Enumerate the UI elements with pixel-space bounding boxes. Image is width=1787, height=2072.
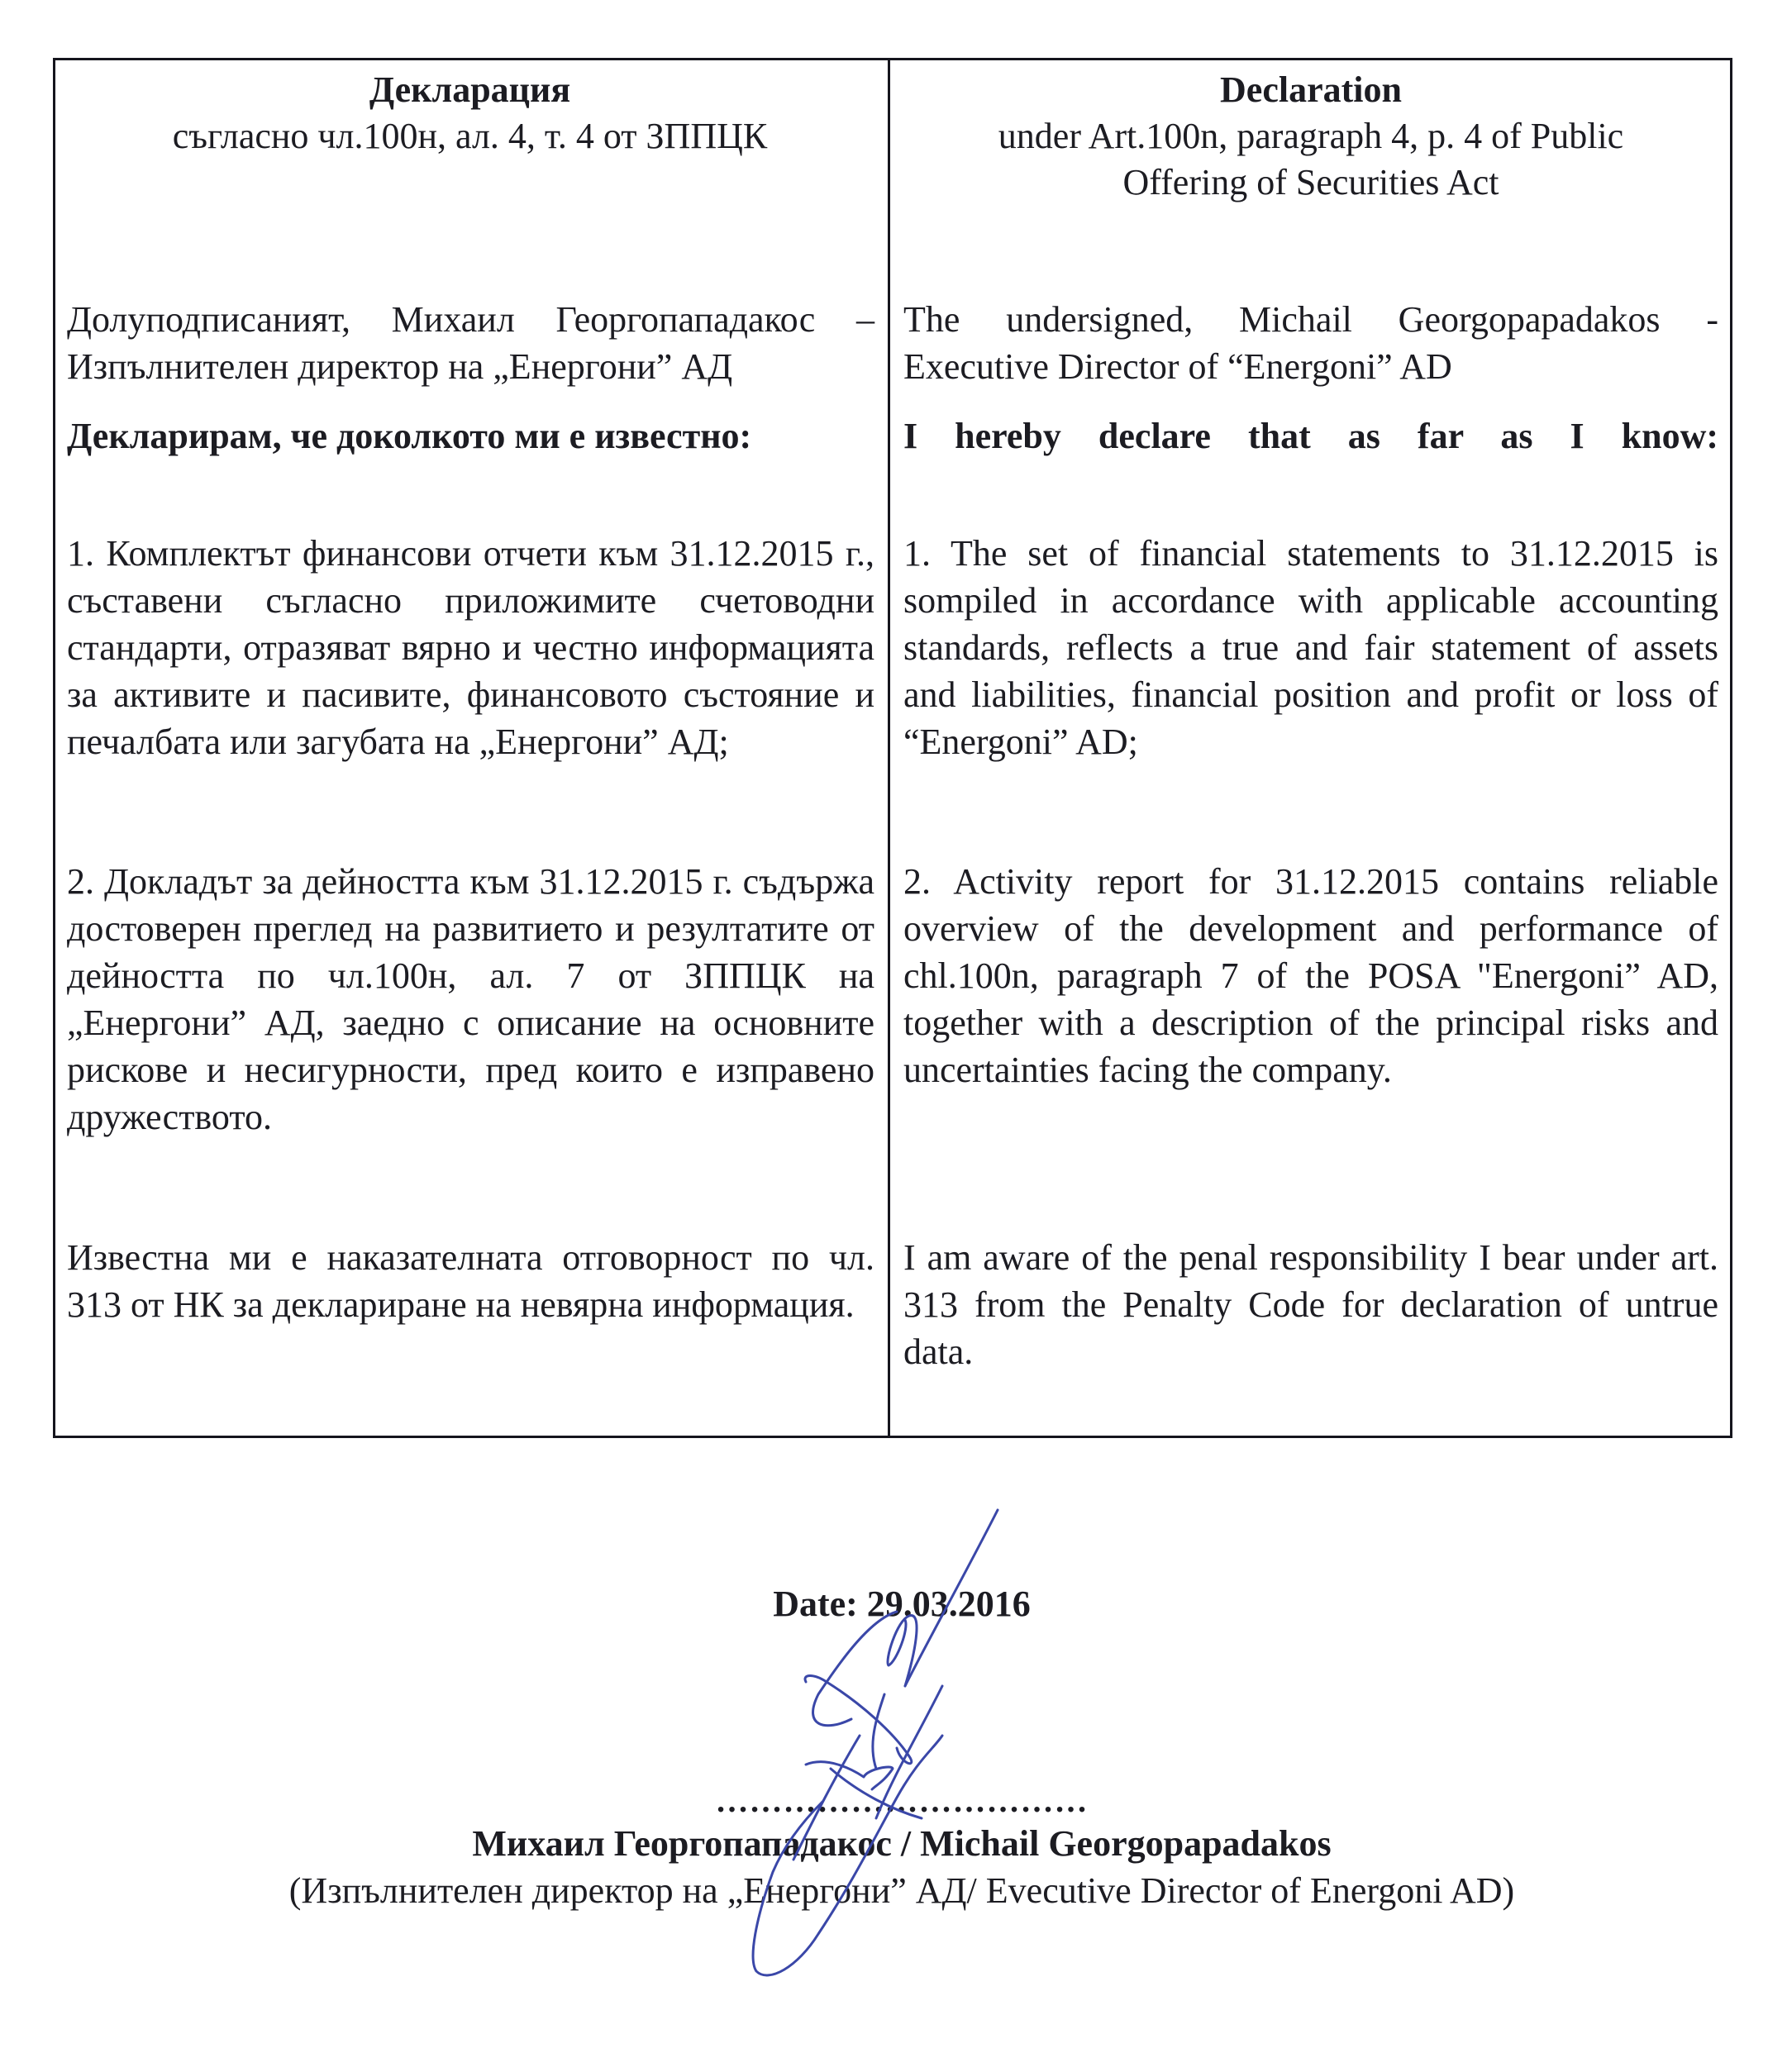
english-intro: The undersigned, Michail Georgopapadakos - Executive Director of “Energoni” AD [903,299,1718,387]
english-heading [903,60,1718,292]
english-item-1: 1. The set of financial statements to 31.12.2015 is sompiled in accordance with applicable accounting standards, reflects a true and fair statement of assets and liabilities, financial position and profit or loss of “Energoni” AD; [903,533,1718,762]
bulgarian-declare-statement: Декларирам, че доколкото ми е известно: [67,416,752,456]
declaration-table [53,58,1732,1438]
signature-line: …………………………… [715,1782,1089,1819]
declaration-date: Date: 29.03.2016 [773,1584,1031,1624]
bulgarian-subtitle: съгласно чл.100н, ал. 4, т. 4 от ЗППЦК [172,116,768,156]
bulgarian-item-1: 1. Комплектът финансови отчети към 31.12.2015 г., съставени съгласно приложимите счетоводни стандарти, отразяват вярно и честно информацията за активите и пасивите, финансовото състояние и печалбата или загубата на „Енергони” АД; [67,533,874,762]
signer-title: (Изпълнителен директор на „Енергони” АД/ Evecutive Director of Energoni AD) [288,1870,1515,1911]
english-subtitle-line-2: Offering of Securities Act [1122,162,1499,202]
bulgarian-item-2: 2. Докладът за дейността към 31.12.2015 г. съдържа достоверен преглед на развитието и резултатите от дейността по чл.100н, ал. 7 от ЗППЦК на „Енергони” АД, заедно с описание на основните рискове и несигурности, пред които е изправено дружеството. [67,861,874,1137]
bulgarian-heading [67,60,873,292]
english-declare-statement: I hereby declare that as far as I know: [903,416,1718,456]
english-title: Declaration [1220,69,1402,110]
english-column [890,60,1730,1436]
english-item-2: 2. Activity report for 31.12.2015 contains reliable overview of the development and performance of chl.100n, paragraph 7 of the POSA "Energoni” AD, together with a description of the principal risks and uncertainties facing the company. [903,861,1718,1090]
bulgarian-penal-notice: Известна ми е наказателната отговорност по чл. 313 от НК за деклариране на невярна информация. [67,1237,874,1325]
signer-name: Михаил Георгопападакос / Michail Georgopapadakos [472,1823,1332,1864]
bulgarian-intro: Долуподписаният, Михаил Георгопападакос – Изпълнителен директор на „Енергони” АД [67,299,874,387]
bulgarian-title: Декларация [369,69,571,110]
english-subtitle-line-1: under Art.100n, paragraph 4, p. 4 of Public [998,116,1624,156]
bulgarian-column [55,60,890,1436]
english-penal-notice: I am aware of the penal responsibility I bear under art. 313 from the Penalty Code for declaration of untrue data. [903,1237,1718,1372]
